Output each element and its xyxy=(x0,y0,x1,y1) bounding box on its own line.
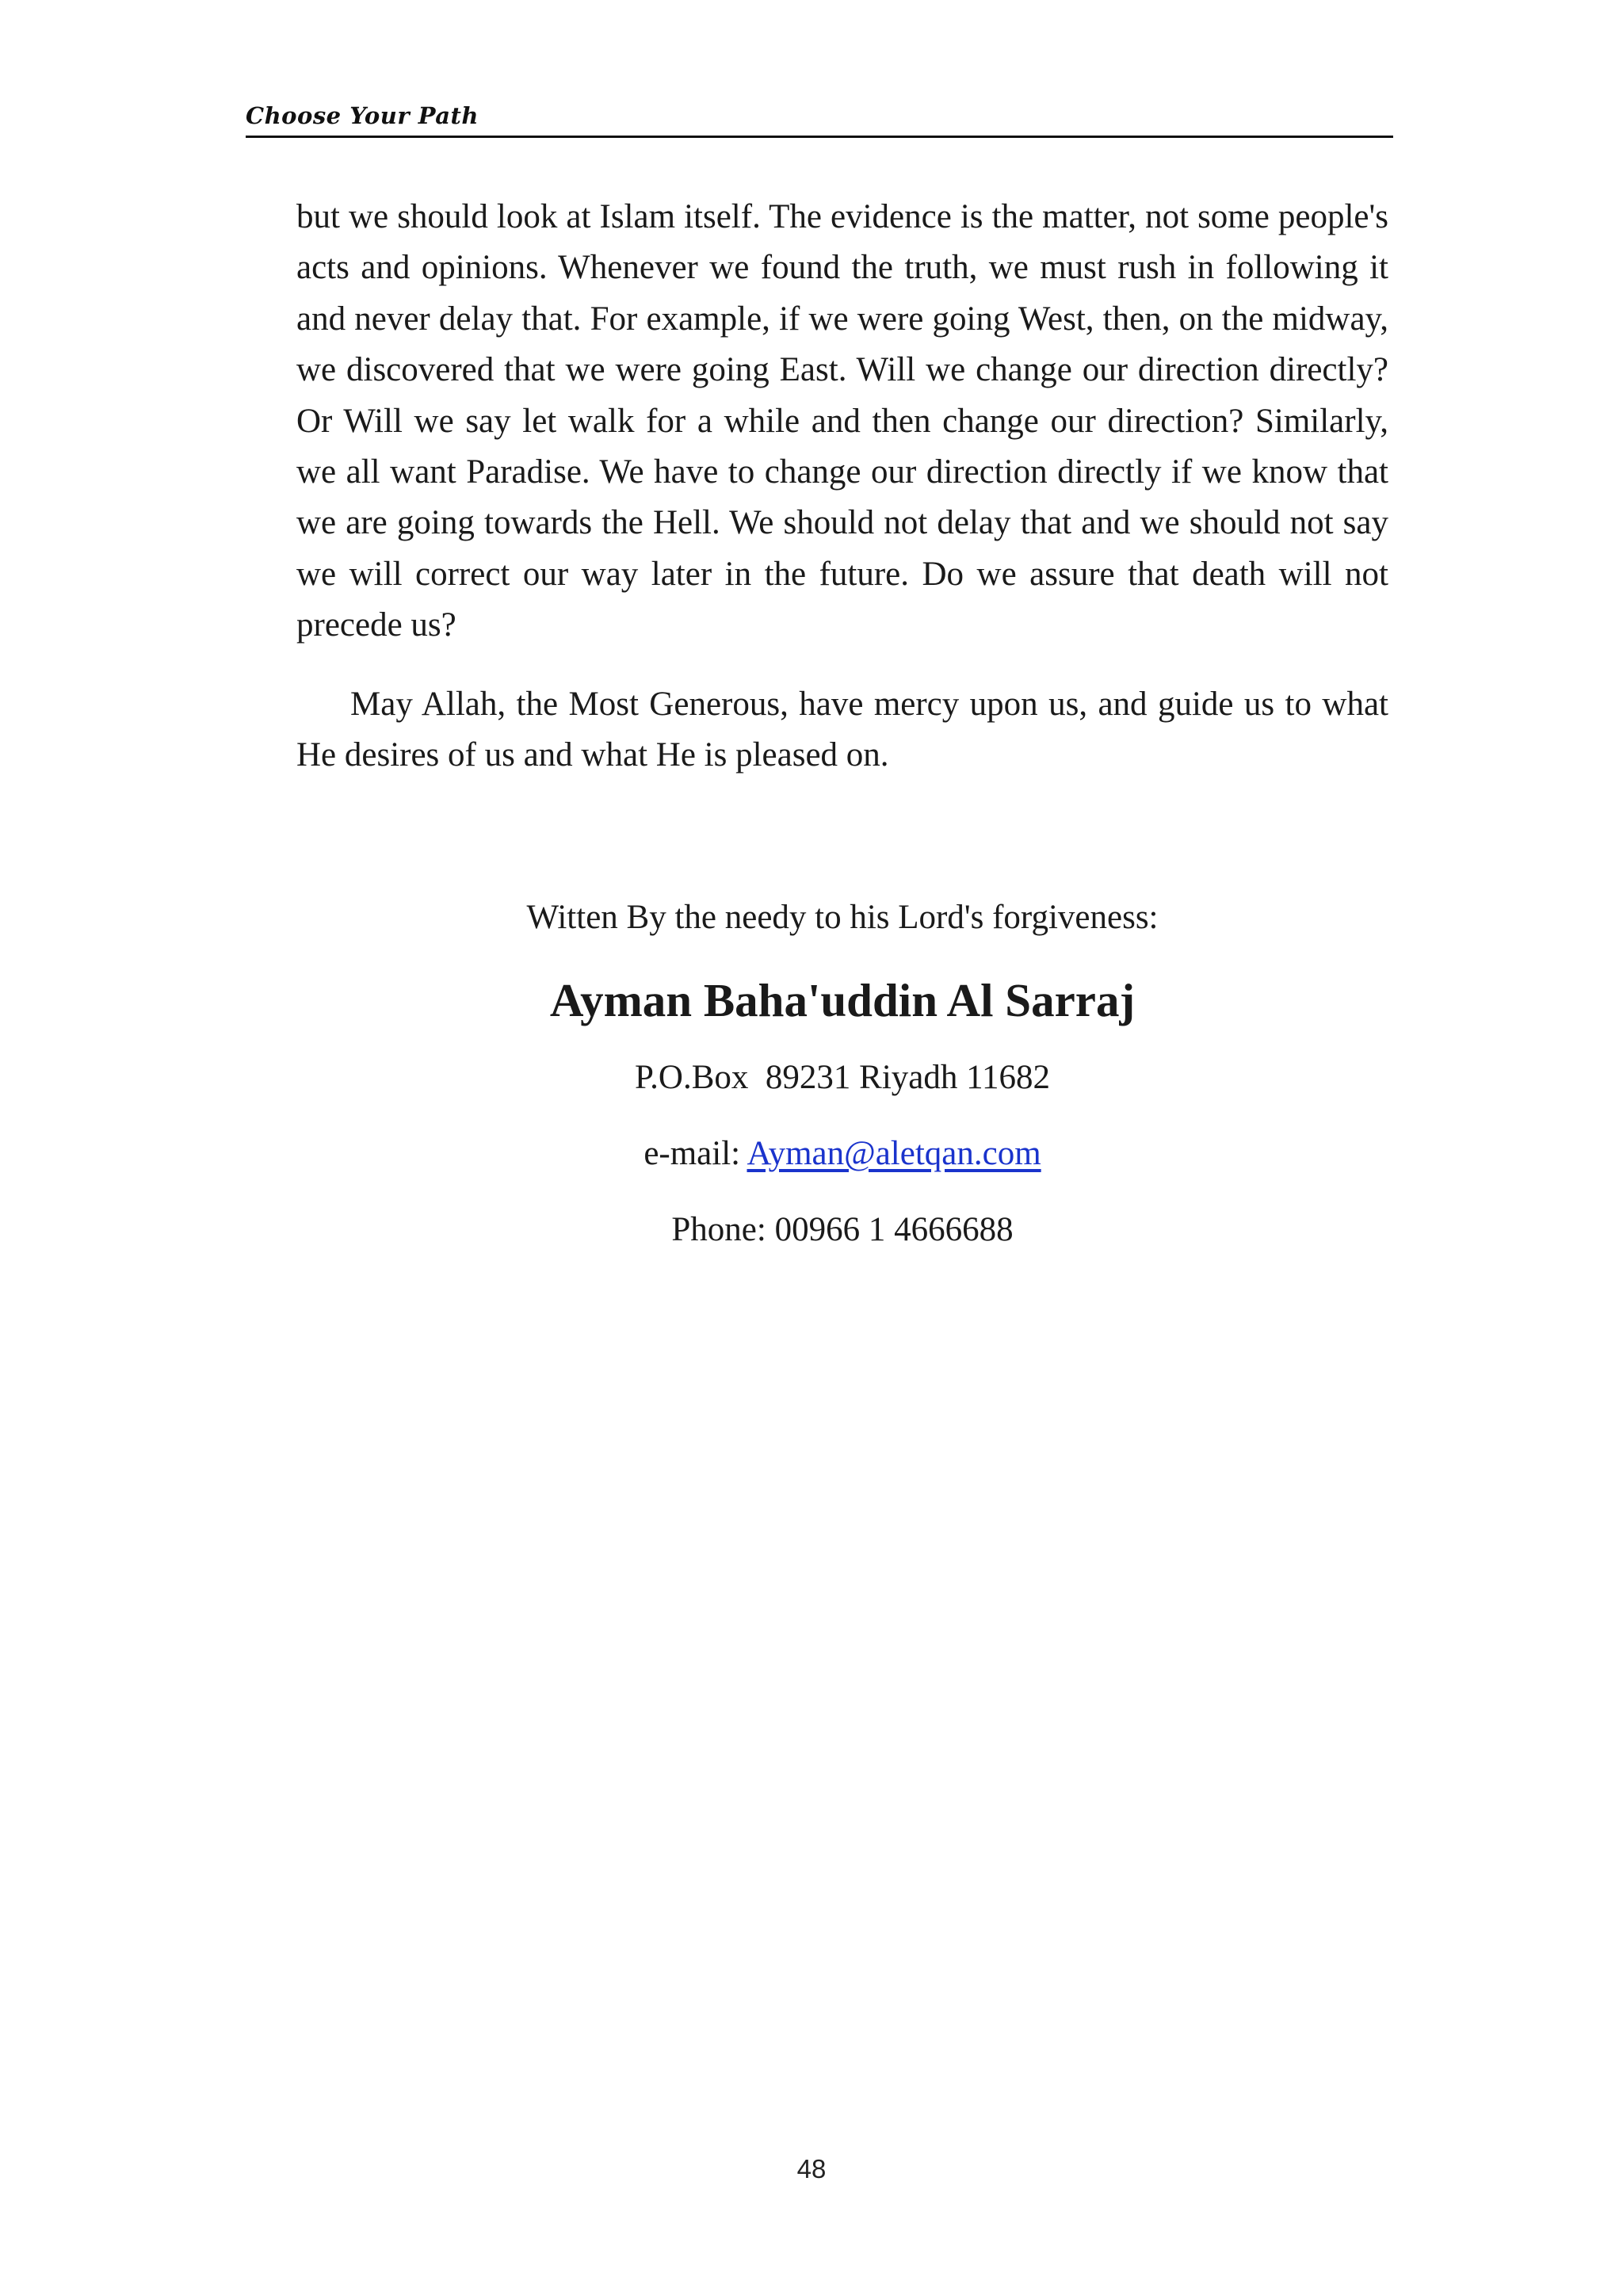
paragraph-2: May Allah, the Most Generous, have mercy upon us, and guide us to what He desires of us and what He is pleased on. xyxy=(296,685,1388,774)
email-label: e-mail: xyxy=(643,1135,747,1172)
signature-block xyxy=(296,886,1388,1268)
email-line xyxy=(296,1116,1388,1192)
page-number: 48 xyxy=(796,2154,827,2183)
running-header-title: Choose Your Path xyxy=(246,102,479,129)
phone-line: Phone: 00966 1 4666688 xyxy=(671,1211,1014,1248)
written-by-line: Witten By the needy to his Lord's forgiveness: xyxy=(526,899,1159,936)
running-header xyxy=(246,97,1393,138)
author-name: Ayman Baha'uddin Al Sarraj xyxy=(549,974,1136,1026)
paragraph-1: but we should look at Islam itself. The evidence is the matter, not some people's acts and opinions. Whenever we found the truth, we must rush in following it and never delay that. For example, if we were going West, then, on the midway, we discovered that we were going East. Will we change our direction directly? Or Will we say let walk for a while and then change our direction? Similarly, we all want Paradise. We have to change our direction directly if we know that we are going towards the Hell. We should not delay that and we should not say we will correct our way later in the future. Do we assure that death will not precede us? xyxy=(296,198,1388,644)
email-link[interactable]: Ayman@aletqan.com xyxy=(747,1135,1041,1172)
body-text xyxy=(296,192,1388,781)
po-box-line: P.O.Box 89231 Riyadh 11682 xyxy=(635,1059,1050,1096)
